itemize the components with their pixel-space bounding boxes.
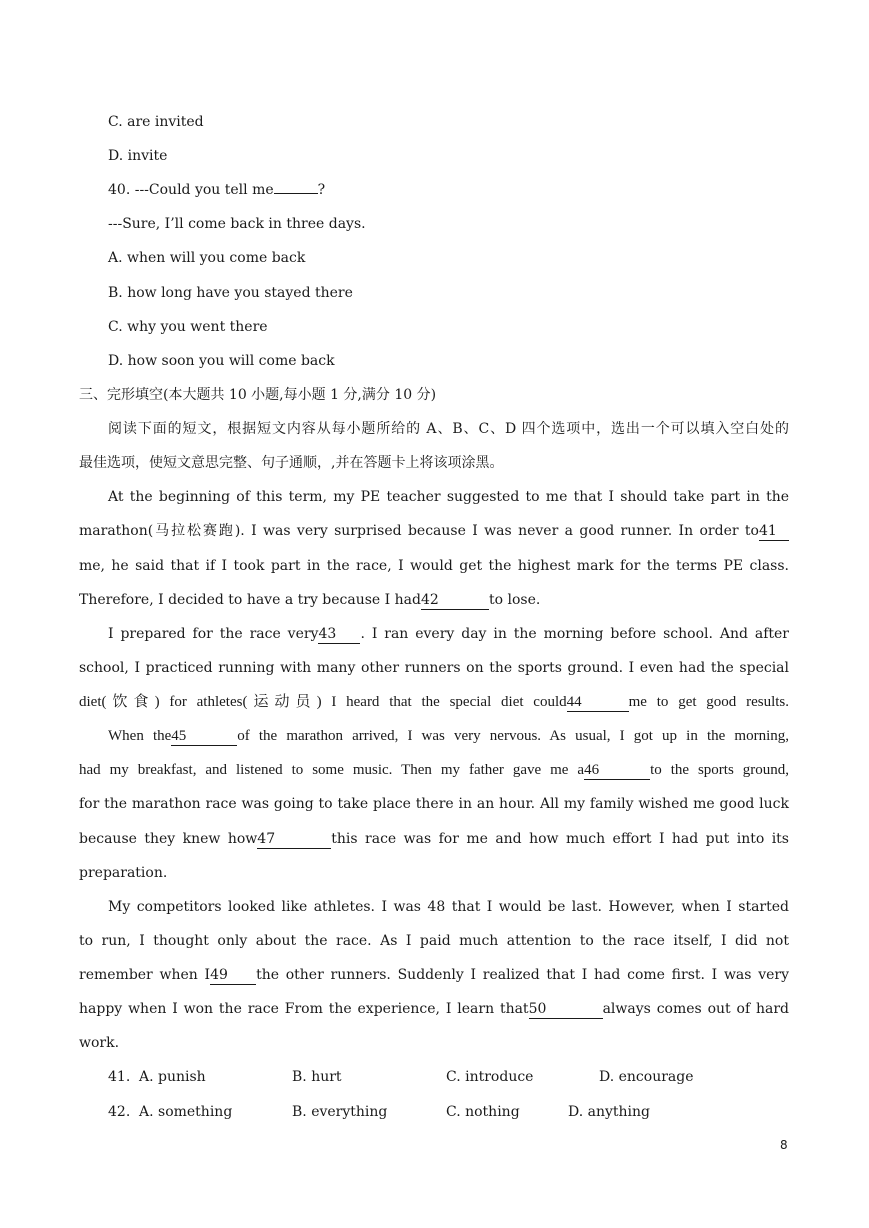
p3-line3: for the marathon race was going to take place there in an hour. All my family wished me good luck	[79, 796, 789, 812]
p4-line2: to run, I thought only about the race. As I paid much attention to the race itself, I did not	[79, 933, 789, 949]
p1-line4-text-b: to lose.	[488, 592, 541, 608]
q40-option-a: A. when will you come back	[108, 250, 306, 266]
q42-number: 42.	[108, 1104, 131, 1120]
q41-option-a: A. punish	[139, 1069, 206, 1085]
q40-blank	[274, 193, 318, 194]
p2-line3-text-b: me to get good results.	[628, 694, 789, 710]
p4-line4-text-b: always comes out of hard	[602, 1001, 790, 1017]
blank-43: 43	[318, 626, 360, 644]
p3-line2-text-b: to the sports ground,	[650, 762, 789, 778]
blank-41: 41	[759, 523, 789, 541]
p4-line4	[79, 999, 789, 1019]
p2-line1	[108, 624, 789, 644]
p3-line1-text-b: of the marathon arrived, I was very nervous. As usual, I got up in the morning,	[237, 728, 789, 744]
p4-line5: work.	[79, 1035, 120, 1051]
blank-42: 42	[421, 592, 489, 610]
p1-line1: At the beginning of this term, my PE teacher suggested to me that I should take part in the	[108, 489, 789, 505]
p1-line4	[79, 590, 789, 610]
p1-line3: me, he said that if I took part in the race, I would get the highest mark for the terms PE class.	[79, 558, 789, 574]
q40-option-b: B. how long have you stayed there	[108, 285, 353, 301]
section3-instruction-line2: 最佳选项，使短文意思完整、句子通顺，,并在答题卡上将该项涂黑。	[79, 455, 504, 471]
q41-option-d: D. encourage	[599, 1069, 694, 1085]
blank-44: 44	[567, 694, 629, 712]
p3-line1-text-a: When the	[108, 728, 172, 744]
p3-line4	[79, 829, 789, 849]
p2-line2: school, I practiced running with many other runners on the sports ground. I even had the special	[79, 660, 789, 676]
p3-line5: preparation.	[79, 865, 168, 881]
blank-49: 49	[210, 967, 256, 985]
p4-line3	[79, 965, 789, 985]
blank-47: 47	[257, 831, 331, 849]
q42-option-d: D. anything	[568, 1104, 650, 1120]
p2-line3-text-a: diet(饮食) for athletes(运动员) I heard that the special diet could	[79, 694, 567, 710]
q40-question-prefix: 40. ---Could you tell me	[108, 182, 274, 198]
section3-instruction-line1: 阅读下面的短文，根据短文内容从每小题所给的 A、B、C、D 四个选项中，选出一个可以填入空白处的	[108, 421, 789, 437]
p3-line2	[79, 760, 789, 780]
p4-line3-text-a: remember when I	[79, 967, 211, 983]
section3-title: 三、完形填空(本大题共 10 小题,每小题 1 分,满分 10 分)	[79, 387, 437, 403]
p3-line2-text-a: had my breakfast, and listened to some music. Then my father gave me a	[79, 762, 585, 778]
blank-50: 50	[529, 1001, 603, 1019]
blank-45: 45	[171, 728, 237, 746]
page-number: 8	[780, 1138, 788, 1152]
p1-line2	[79, 521, 789, 541]
q41-option-b: B. hurt	[292, 1069, 342, 1085]
p4-line1: My competitors looked like athletes. I was 48 that I would be last. However, when I started	[108, 899, 789, 915]
p3-line4-text-a: because they knew how	[79, 831, 258, 847]
q40-answer: ---Sure, I’ll come back in three days.	[108, 216, 366, 232]
q40-question-suffix: ?	[317, 182, 326, 198]
q41-number: 41.	[108, 1069, 131, 1085]
p2-line1-text-b: . I ran every day in the morning before school. And after	[360, 626, 789, 642]
p4-line4-text-a: happy when I won the race From the experience, I learn that	[79, 1001, 529, 1017]
p1-line4-text-a: Therefore, I decided to have a try because I had	[79, 592, 421, 608]
q42-option-b: B. everything	[292, 1104, 388, 1120]
q39-option-d: D. invite	[108, 148, 168, 164]
p3-line4-text-b: this race was for me and how much effort I had put into its	[331, 831, 789, 847]
p1-line2-text: marathon(马拉松赛跑). I was very surprised because I was never a good runner. In order to	[79, 523, 759, 539]
q40-option-c: C. why you went there	[108, 319, 268, 335]
blank-46: 46	[584, 762, 650, 780]
p2-line3	[79, 692, 789, 712]
p2-line1-text-a: I prepared for the race very	[108, 626, 319, 642]
q39-option-c: C. are invited	[108, 114, 204, 130]
q40-option-d: D. how soon you will come back	[108, 353, 335, 369]
q42-option-c: C. nothing	[446, 1104, 520, 1120]
q42-option-a: A. something	[139, 1104, 233, 1120]
p3-line1	[108, 726, 789, 746]
q40-question	[108, 180, 325, 200]
p4-line3-text-b: the other runners. Suddenly I realized that I had come first. I was very	[256, 967, 789, 983]
q41-option-c: C. introduce	[446, 1069, 534, 1085]
